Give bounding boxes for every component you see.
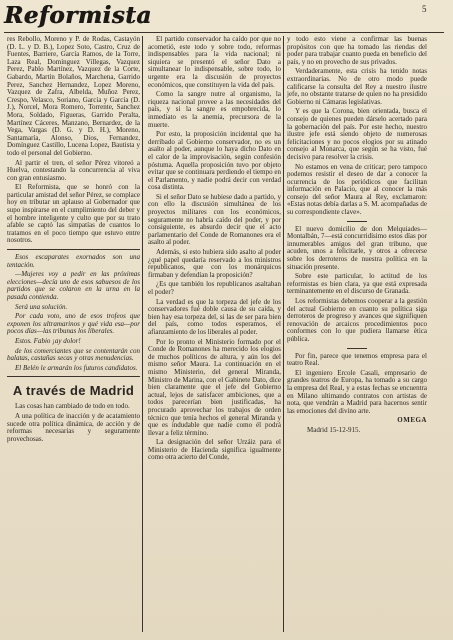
- masthead: [4, 2, 154, 32]
- italic-line: Será una solución.: [15, 302, 68, 311]
- dateline: Madrid 15-12-915.: [307, 425, 361, 434]
- col3-paragraph: y todo esto viene a confirmar las buenas propósitos con que ha tomado las riendas del poder para trabajar cuanto pueda en beneficio del país, y no en provecho de sus privados.: [287, 35, 427, 66]
- col2-paragraph: El partido conservador ha caído por que no acometió, este todo y sobre todo, reformas indispensables para la vida nacional; ni siquiera se presentó el señor Dato a simultanear lo indispensable, sobre todo, lo urgente era la discusión de proyectos económicos, que constituyen la vida del país.: [148, 35, 281, 89]
- italic-line: —Mujeres voy a pedir en las próximas elecciones—decía uno de esos sabuesos de los partidos que se colaron en la urna en la pasada contienda.: [7, 270, 140, 301]
- col2-paragraph: La verdad es que la torpeza del jefe de los conservadores fué doble causa de su caída, y bien hay esa torpeza del, si las de ser para bien del país, como todos esperamos, el afianzamiento de los liberales al poder.: [148, 297, 281, 336]
- italic-line: de los comerciantes que se contentarán con balatas, castañas secas y otras menudencias.: [7, 346, 140, 363]
- col3-paragraph: Por fin, parece que tenemos empresa para el teatro Real.: [287, 351, 427, 368]
- section-divider: [7, 249, 140, 250]
- col1-paragraph: A una política de inacción y de acatamiento sucede otra política dinámica, de acción y de reformas necesarias y seguramente provechosas.: [7, 411, 140, 443]
- column-rule-2: [283, 36, 284, 632]
- article-headline: A través de Madrid: [12, 383, 135, 399]
- col2-paragraph: Además, si esto hubiera sido asalto al poder ¿qué papel quedaría reservado a los ministros republicanos, que con los monárquicos firmaban y defendían la proposición?: [148, 248, 281, 279]
- signature: OMEGA: [397, 416, 427, 425]
- italic-line: Esos escaparates exornados son una tentación.: [7, 253, 140, 269]
- column-1: [7, 36, 140, 445]
- italic-note: [7, 254, 140, 372]
- column-3: [287, 36, 427, 437]
- col3-paragraph: Los reformistas debemos cooperar a la gestión del actual Gobierno en cuanto su política siga derroteros de progreso y avances que signifiquen renovación de arcaicos procedimientos poco conformes con lo que pudiera llamarse ética pública.: [287, 297, 427, 343]
- col2-paragraph: Por esto, la proposición incidental que ha derribado al Gobierno conservador, no es un asalto al poder, aunque lo haya dicho Dato en el calor de la improvisación, según confesión póstuma. Aquella proposición tuvo por objeto evitar que se continuara perdiendo el tiempo en el Parlamento, y nadie podrá decir con verdad cosa distinta.: [148, 130, 281, 192]
- col3-paragraph: El nuevo domicilio de don Melquiades—Montalbán, 7—está concurridísimo estos días por innumerables amigos del gran tribuno, que acuden, unos a felicitarle, y otros a ofrecerse sobre los derroteros de nuestra política en la situación presente.: [287, 224, 427, 271]
- header-rule: [4, 32, 444, 33]
- section-divider: [347, 348, 367, 349]
- col2-paragraph: La designación del señor Urzáiz para el Ministerio de Hacienda significa igualmente como otra acierto del Conde,: [148, 438, 281, 462]
- col1-paragraph: res Rebollo, Moreno y P. de Rodas, Castayón (D. L. y D. B.), Lopez Soto, Castro, Cruz de Fuentes, Barriere, García Ramos, de la Torre, Laza Real, Domínguez Villegas, Vazquez Perez, Pablo Martínez, Vazquez de la Corte, Gabardo, Martín Bolaños, Marchena, Garrido Perez, Sanchez Hernandez, Lopez Moreno, Vazquez de Zafra, Albelda, Muñoz Perez, Crespo, Velasco, Soriano, García y García (D. J.), Norcel, Mora Romero, Torrente, Sanchez Mora, Soldado, Figueras, Garrido Peralta, Martínez Cáceres, Manzano, Bernardez, de la Vega, Vargas (D. G. y D. H.), Moreno, Santamaría, Alonso, Dios, Fernandez, Domínguez Castillo, Lucena Lopez, Bautista y todo el personal del Gobierno.: [7, 35, 140, 157]
- col1-paragraph: Al partir el tren, el señor Pérez vitoreó a Huelva, contestando la concurrencia al viva con gran entusiasmo.: [7, 158, 140, 182]
- section-divider: [7, 376, 140, 377]
- col2-paragraph: Si el señor Dato se hubiese dado a partido, y con ello la discusión simultánea de los proyectos militares con los económicos, seguramente no habría caído del poder, y por consiguiente, es absurdo decir que el acto parlamentario del Conde de Romanones era el asalto al poder.: [148, 192, 281, 247]
- italic-line: El Belén le armarán los futuros candidatos.: [15, 363, 138, 372]
- section-divider: [347, 221, 367, 222]
- col3-paragraph: El ingeniero Ercole Casali, empresario de grandes teatros de Europa, ha tomado a su cargo la empresa del Real, y a estas fechas se encuentra en Milano ultimando contratos con artistas de nota, que vendrán a Madrid para hacernos sentir las emociones del divino arte.: [287, 368, 427, 415]
- masthead-title: Reformista: [4, 2, 152, 29]
- col2-paragraph: Como la sangre nutre al organismo, la riqueza nacional provee a las necesidades del país, y si la sangre es empobrecida, lo inmediato es la anemia, precursora de la muerte.: [148, 90, 281, 129]
- col3-paragraph: No estamos en vena de criticar; pero tampoco podemos resistir el deseo de dar a conocer la ocurrencia de los periódicos que facilitan información en Palacio, que al conocer la más consejo del señor Maura al Rey, exclamaron: «Estas notas debía darlas a S. M. acompañadas de su correspondiente clave».: [287, 162, 427, 217]
- col2-paragraph: Por lo pronto el Ministerio formado por el Conde de Romanones ha merecido los elogios de muchos políticos de altura, y aún los del mismo señor Maura. La continuación en el mismo Ministerio, del general Miranda, Ministro de Marina, con el Gabinete Dato, dice bien claramente que el jefe del Gobierno actual, lejos de satisfacer ambiciones, que a todos parecerían bien justificadas, ha procurado aprovechar los trabajos de orden técnico que tenía hechos el general Miranda y que es indudable que nadie como él podrá llevar a feliz término.: [148, 337, 281, 437]
- column-2: [148, 36, 281, 464]
- col1-paragraph: Las cosas han cambiado de todo en todo.: [15, 402, 130, 411]
- col1-paragraph: El Reformista, que se honró con la particular amistad del señor Pérez, se complace hoy en tributar un aplauso al Gobernador que supo inspirarse en el cumplimiento del deber y el hombre inteligente y culto que por su trato afable se captó las simpatías de cuantos lo tratamos en el poco tiempo que estuvo entre nosotros.: [7, 183, 140, 245]
- page-number: 5: [422, 4, 427, 14]
- italic-line: Por cada voto, uno de esos trofeos que exponen los ultramarinos y qué vida esa—por pocos días—las tribunas los liberales.: [7, 312, 140, 336]
- column-rule-1: [142, 36, 143, 632]
- italic-line: Estos. Fabio ¡ay dolor!: [15, 336, 81, 345]
- col3-paragraph: Sobre este particular, lo actitud de los reformistas es bien clara, ya que está expresada terminantemente en el discurso de Granada.: [287, 272, 427, 296]
- col2-paragraph: ¿Es que también los republicanos asaltaban el poder?: [148, 280, 281, 296]
- col3-paragraph: Y es que la Corona, bien orientada, busca el consejo de quienes pueden dárselo acertado para la gobernación del país. Por este hecho, nuestro ilustre jefe está siendo objeto de numerosas felicitaciones y no pocos elogios por su atinado consejo al Monarca, que según se ha visto, fué decisivo para resolver la crisis.: [287, 107, 427, 161]
- col3-paragraph: Verdaderamente, esta crisis ha tenido notas extraordinarias. No de otro modo puede calificarse la consulta del Rey a nuestro ilustre jefe, no obstante tratarse de quien no ha presidido Gobierno ni Cámaras legislativas.: [287, 67, 427, 106]
